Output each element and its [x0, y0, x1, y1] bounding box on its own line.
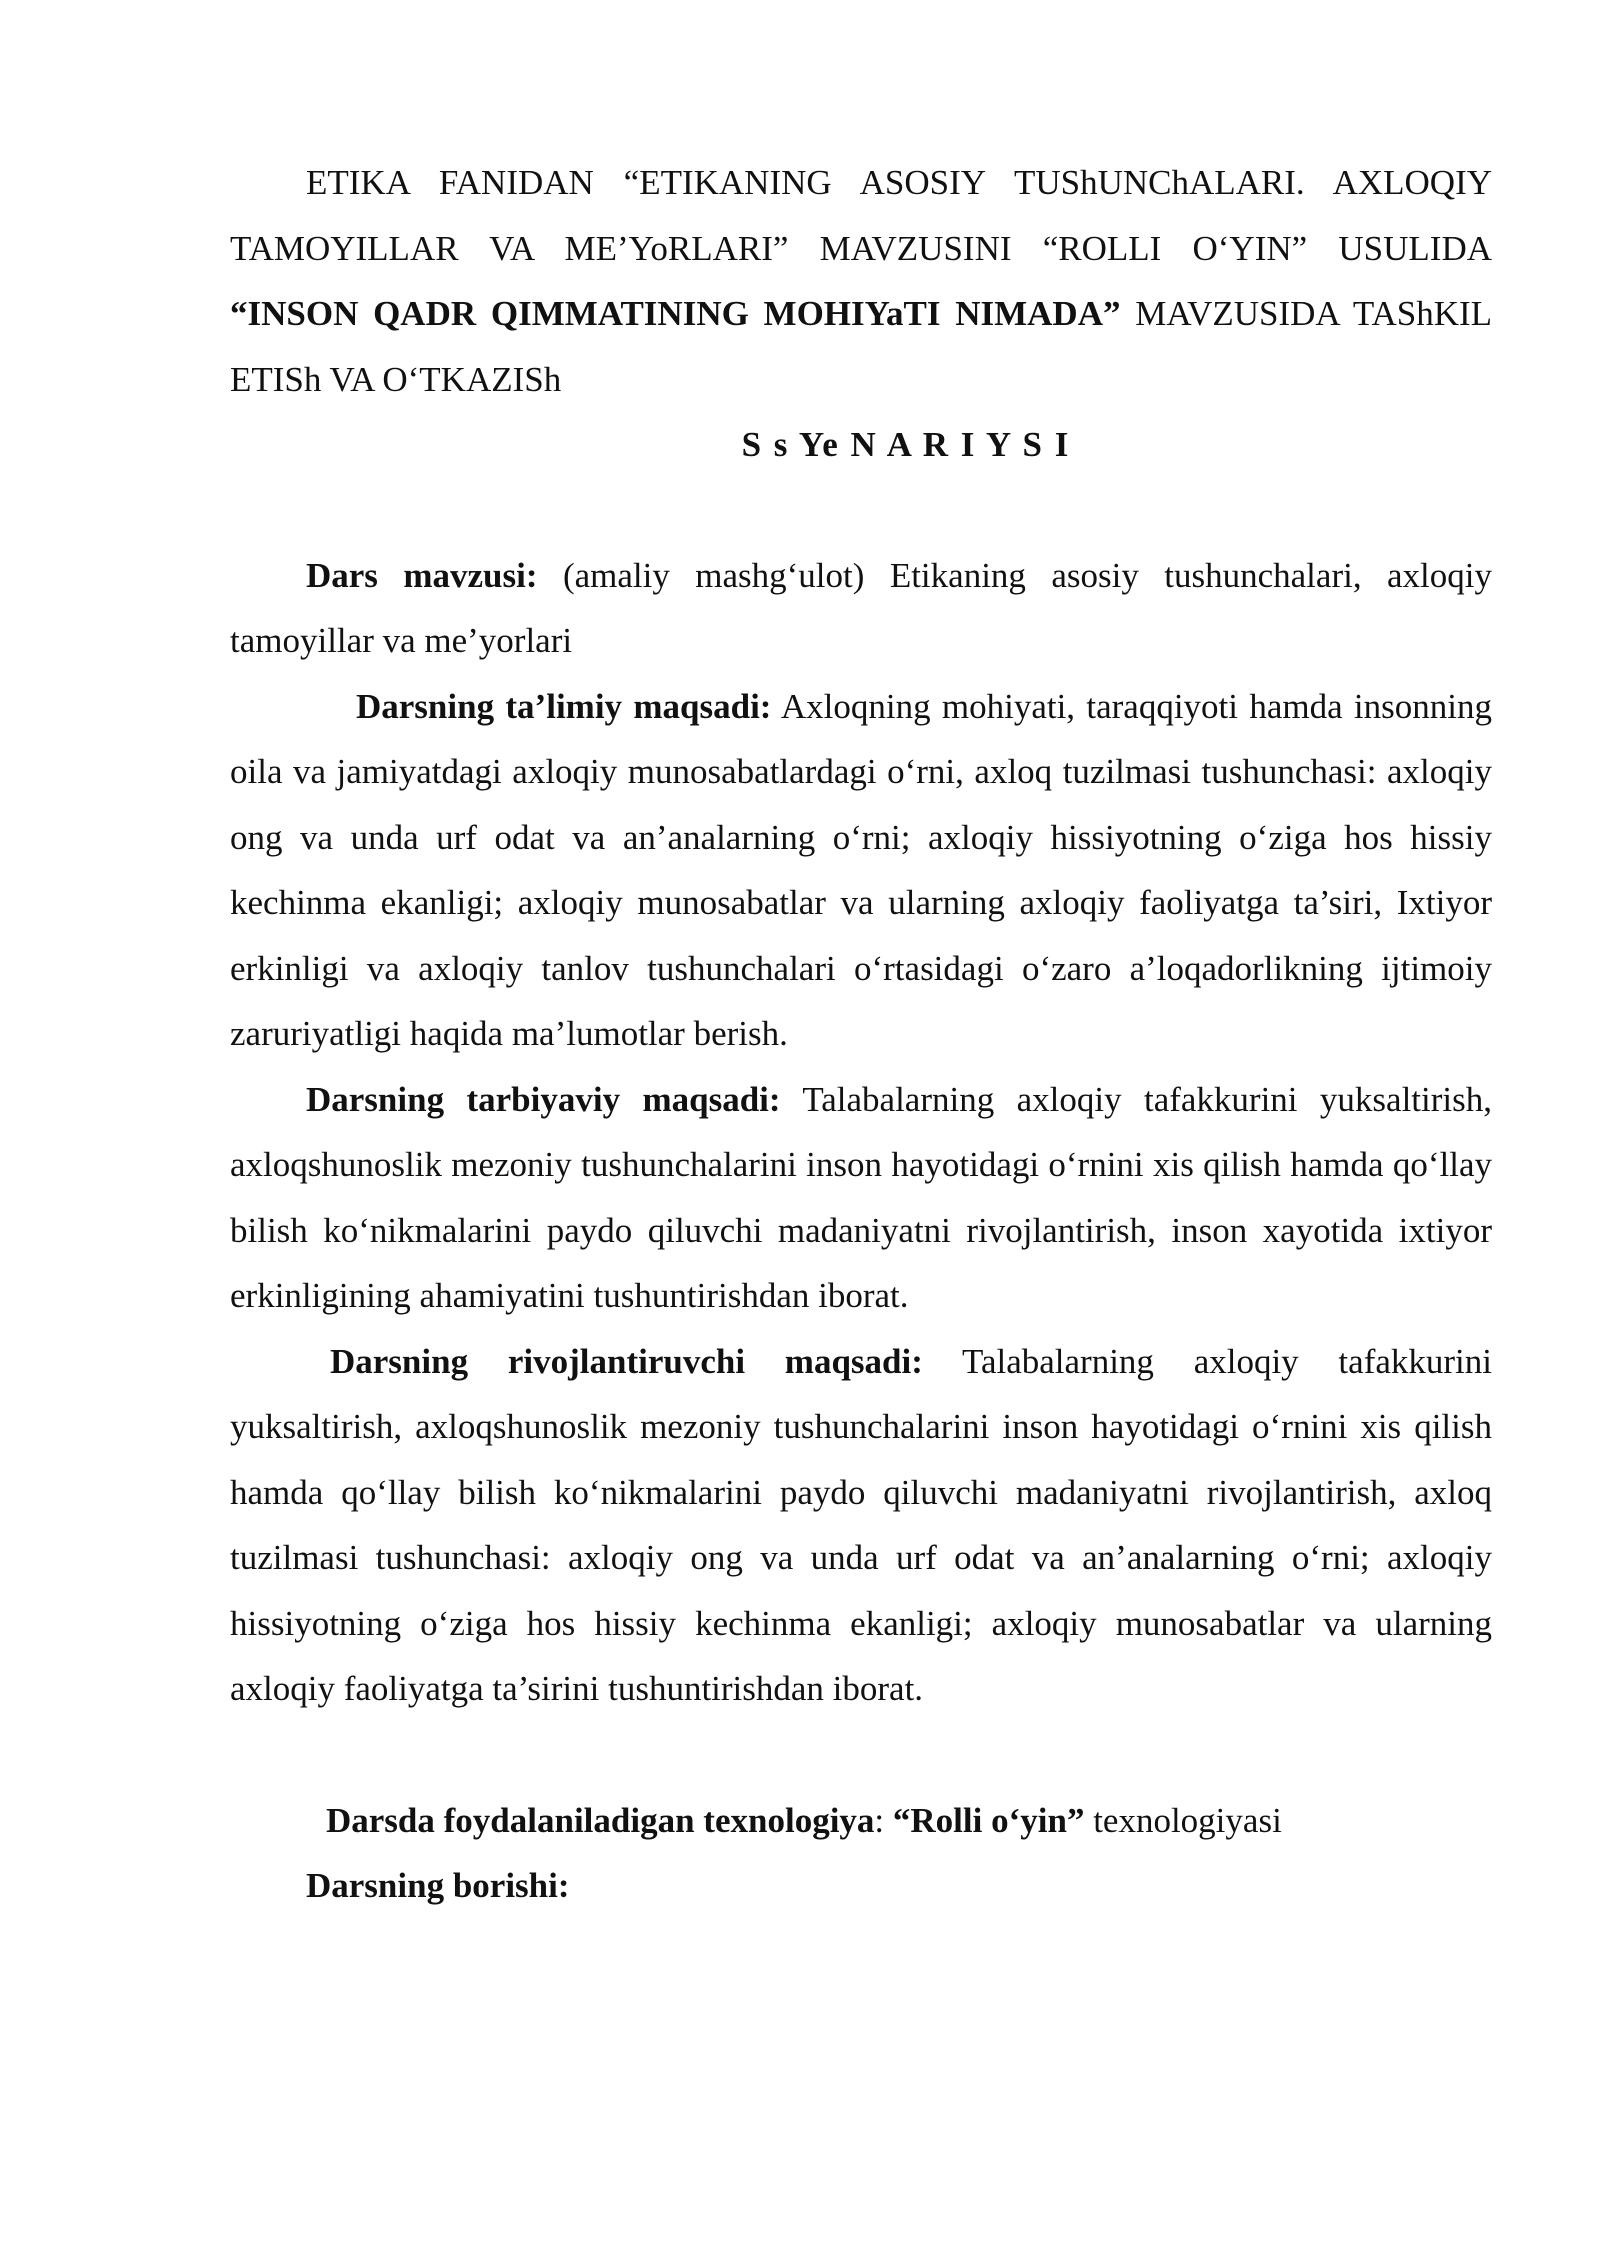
- edu-goal-text: Axloqning mohiyati, taraqqiyoti hamda insonning oila va jamiyatdagi axloqiy munosabatlardagi o‘rni, axloq tuzilmasi tushunchasi: axloqiy ong va unda urf odat va an’analarning o‘rni; axloqiy hissiyotning o‘ziga hos hissiy kechinma ekanligi; axloqiy munosabatlar va ularning axloqiy faoliyatga ta’siri, Ixtiyor erkinligi va axloqiy tanlov tushunchalari o‘rtasidagi o‘zaro a’loqadorlikning ijtimoiy zaruriyatligi haqida ma’lumotlar berish.: [230, 686, 1492, 1053]
- topic-text: (amaliy mashg‘ulot) Etikaning asosiy tushunchalari, axloqiy tamoyillar va me’yorlari: [230, 555, 1492, 660]
- upbringing-goal-paragraph: [230, 1067, 1492, 1329]
- spacer: [230, 478, 1492, 543]
- document-subtitle: S s Ye N A R I Y S I: [741, 425, 1071, 464]
- lesson-progress-heading: [230, 1853, 1492, 1919]
- technology-text: texnologiyasi: [1084, 1800, 1282, 1840]
- document-page: [230, 150, 1492, 1919]
- technology-label: Darsda foydalaniladigan texnologiya: [326, 1800, 875, 1840]
- title-bold: “INSON QADR QIMMATINING MOHIYaTI NIMADA”: [230, 294, 1121, 333]
- technology-name: “Rolli o‘yin”: [892, 1800, 1085, 1840]
- title-part2: MAVZUSIDA TAShKIL ETISh VA O‘TKAZISh: [230, 294, 1493, 399]
- upbringing-goal-text: Talabalarning axloqiy tafakkurini yuksaltirish, axloqshunoslik mezoniy tushunchalarini inson hayotidagi o‘rnini xis qilish hamda qo‘llay bilish ko‘nikmalarini paydo qiluvchi madaniyatni rivojlantirish, inson xayotida ixtiyor erkinligining ahamiyatini tushuntirishdan iborat.: [230, 1079, 1492, 1315]
- upbringing-goal-label: Darsning tarbiyaviy maqsadi:: [306, 1079, 781, 1119]
- topic-paragraph: [230, 543, 1492, 674]
- title-part1: ETIKA FANIDAN “ETIKANING ASOSIY TUShUNChALARI. AXLOQIY TAMOYILLAR VA ME’YoRLARI” MAVZUSINI “ROLLI O‘YIN” USULIDA: [230, 163, 1492, 268]
- topic-label: Dars mavzusi:: [306, 555, 538, 595]
- spacer: [230, 1722, 1492, 1788]
- document-title: [230, 150, 1492, 412]
- edu-goal-paragraph: [230, 674, 1492, 1067]
- develop-goal-paragraph: [230, 1329, 1492, 1722]
- lesson-progress-label: Darsning borishi:: [306, 1866, 570, 1905]
- technology-paragraph: [230, 1788, 1492, 1854]
- edu-goal-label: Darsning ta’limiy maqsadi:: [356, 686, 772, 726]
- develop-goal-label: Darsning rivojlantiruvchi maqsadi:: [330, 1341, 923, 1381]
- technology-colon: :: [874, 1800, 893, 1840]
- develop-goal-text: Talabalarning axloqiy tafakkurini yuksaltirish, axloqshunoslik mezoniy tushunchalarini inson hayotidagi o‘rnini xis qilish hamda qo‘llay bilish ko‘nikmalarini paydo qiluvchi madaniyatni rivojlantirish, axloq tuzilmasi tushunchasi: axloqiy ong va unda urf odat va an’analarning o‘rni; axloqiy hissiyotning o‘ziga hos hissiy kechinma ekanligi; axloqiy munosabatlar va ularning axloqiy faoliyatga ta’sirini tushuntirishdan iborat.: [230, 1341, 1492, 1708]
